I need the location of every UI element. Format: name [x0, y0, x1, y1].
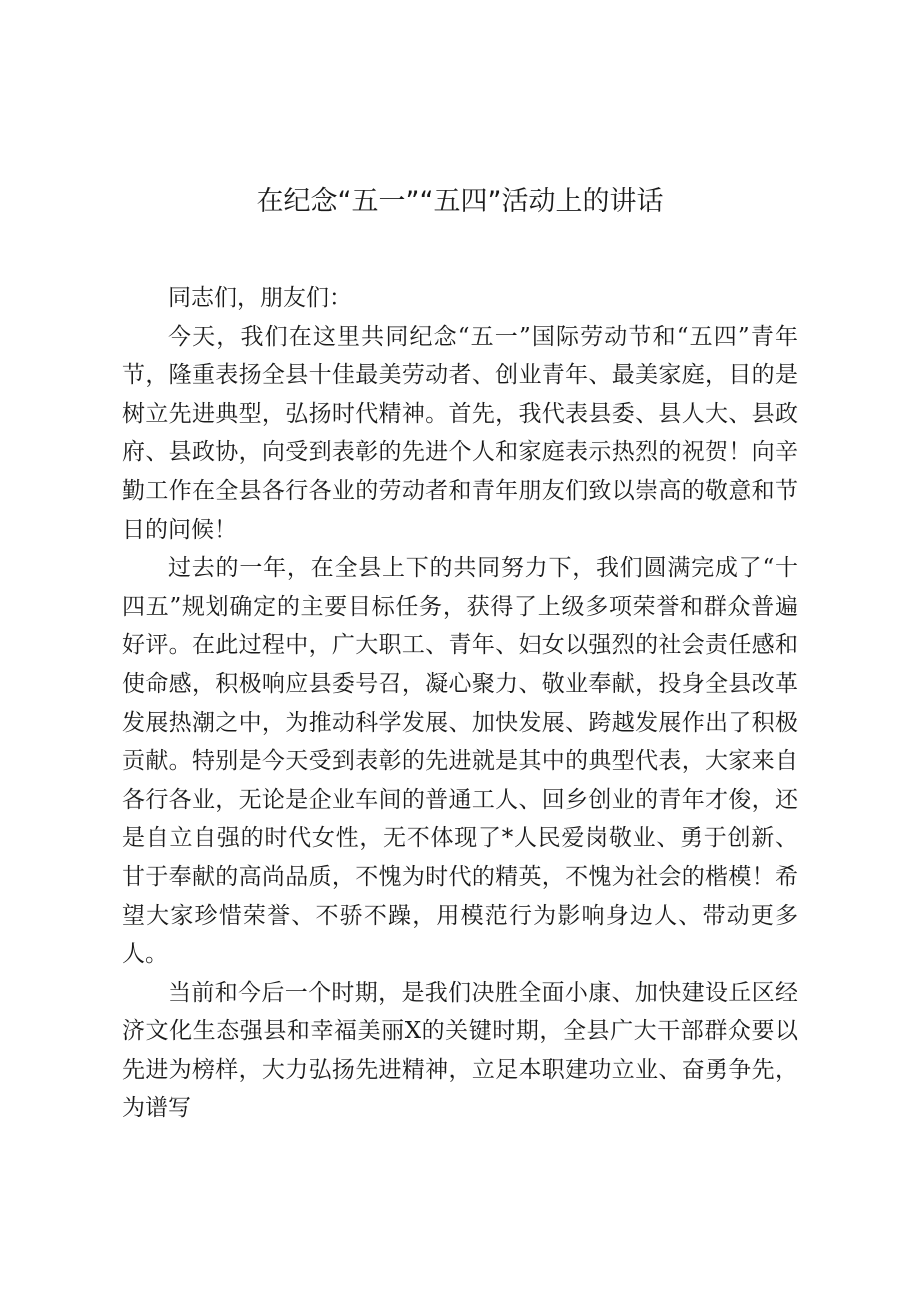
paragraph-2: 过去的一年，在全县上下的共同努力下，我们圆满完成了“十四五”规划确定的主要目标任务，获得了上级多项荣誉和群众普遍好评。在此过程中，广大职工、青年、妇女以强烈的社会责任感和使命感，积极响应县委号召，凝心聚力、敬业奉献，投身全县改革发展热潮之中，为推动科学发展、加快发展、跨越发展作出了积极贡献。特别是今天受到表彰的先进就是其中的典型代表，大家来自各行各业，无论是企业车间的普通工人、回乡创业的青年才俊，还是自立自强的时代女性，无不体现了*人民爱岗敬业、勇于创新、甘于奉献的高尚品质，不愧为时代的精英，不愧为社会的楷模！希望大家珍惜荣誉、不骄不躁，用模范行为影响身边人、带动更多人。: [122, 555, 798, 968]
document-body: [122, 279, 798, 1128]
paragraph-3: 当前和今后一个时期，是我们决胜全面小康、加快建设丘区经济文化生态强县和幸福美丽X的关键时期，全县广大干部群众要以先进为榜样，大力弘扬先进精神，立足本职建功立业、奋勇争先，为谱写: [122, 979, 798, 1122]
salutation: 同志们，朋友们：: [168, 285, 352, 311]
document-title: 在纪念“五一”“五四”活动上的讲话: [256, 186, 664, 217]
paragraph-1: 今天，我们在这里共同纪念“五一”国际劳动节和“五四”青年节，隆重表扬全县十佳最美劳动者、创业青年、最美家庭，目的是树立先进典型，弘扬时代精神。首先，我代表县委、县人大、县政府、县政协，向受到表彰的先进个人和家庭表示热烈的祝贺！向辛勤工作在全县各行各业的劳动者和青年朋友们致以崇高的敬意和节日的问候！: [122, 323, 798, 543]
